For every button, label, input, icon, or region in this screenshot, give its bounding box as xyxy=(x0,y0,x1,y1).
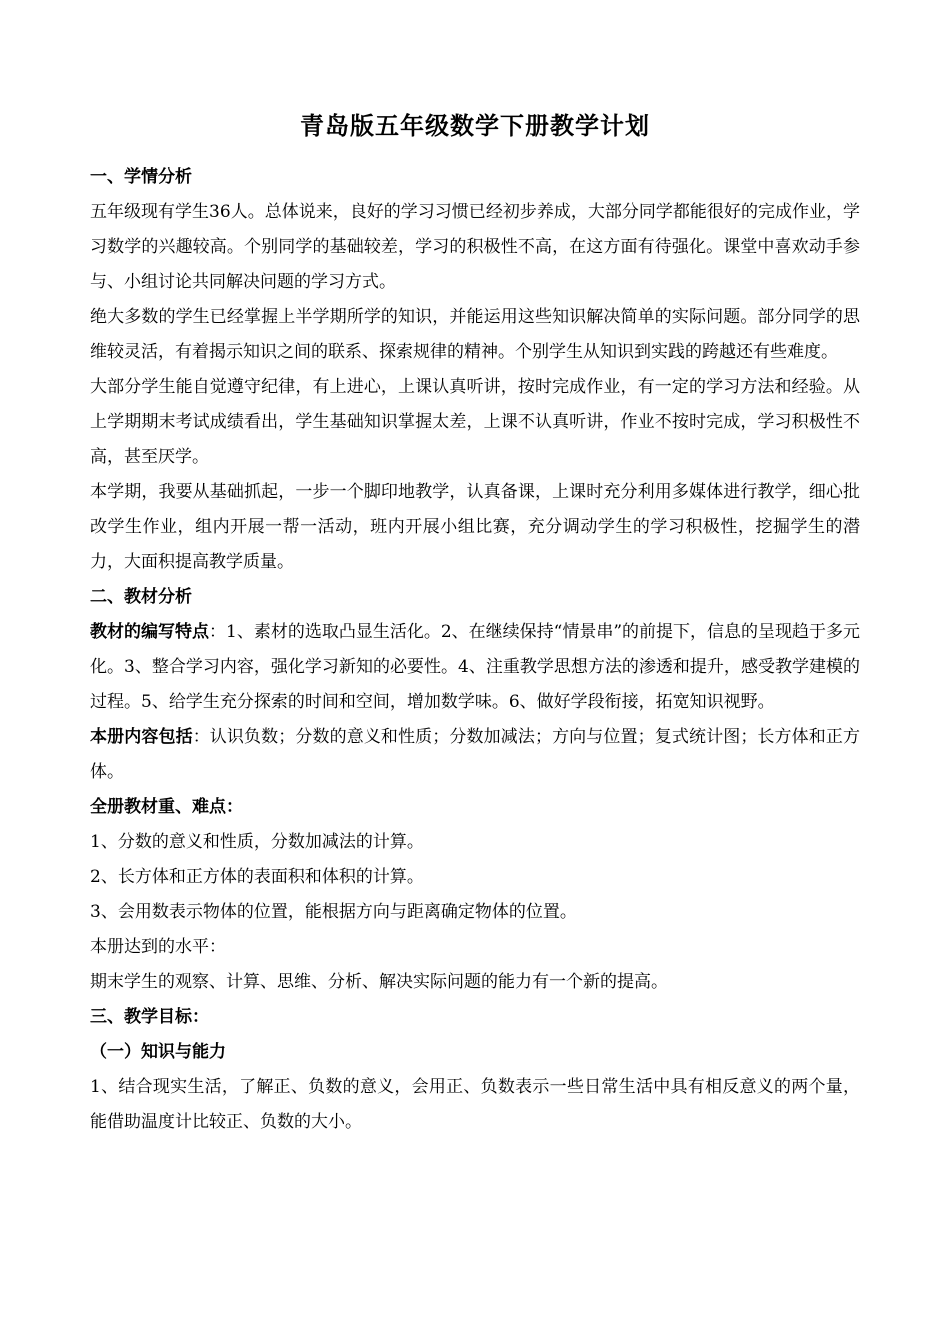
paragraph: 五年级现有学生36人。总体说来，良好的学习习惯已经初步养成，大部分同学都能很好的完成作业，学习数学的兴趣较高。个别同学的基础较差，学习的积极性不高，在这方面有待强化。课堂中喜欢动手参与、小组讨论共同解决问题的学习方式。 xyxy=(90,202,860,292)
key-point-item: 3、会用数表示物体的位置，能根据方向与距离确定物体的位置。 xyxy=(90,902,577,922)
contents-text: ：认识负数；分数的意义和性质；分数加减法；方向与位置；复式统计图；长方体和正方体。 xyxy=(90,727,861,782)
objective-item: 1、结合现实生活，了解正、负数的意义，会用正、负数表示一些日常生活中具有相反意义的两个量，能借助温度计比较正、负数的大小。 xyxy=(90,1077,860,1132)
features-text: ：1、素材的选取凸显生活化。2、在继续保持“情景串”的前提下，信息的呈现趋于多元化。3、整合学习内容，强化学习新知的必要性。4、注重教学思想方法的渗透和提升，感受教学建模的过程。5、给学生充分探索的时间和空间，增加数学味。6、做好学段衔接，拓宽知识视野。 xyxy=(90,622,861,712)
page-title: 青岛版五年级数学下册教学计划 xyxy=(300,112,650,140)
subsection-heading: （一）知识与能力 xyxy=(90,1042,226,1062)
key-point-item: 2、长方体和正方体的表面积和体积的计算。 xyxy=(90,867,424,887)
paragraph: 绝大多数的学生已经掌握上半学期所学的知识，并能运用这些知识解决简单的实际问题。部分同学的思维较灵活，有着揭示知识之间的联系、探索规律的精神。个别学生从知识到实践的跨越还有些难度。 xyxy=(90,307,860,362)
key-points-heading: 全册教材重、难点： xyxy=(90,797,243,817)
paragraph: 大部分学生能自觉遵守纪律，有上进心，上课认真听讲，按时完成作业，有一定的学习方法和经验。从上学期期末考试成绩看出，学生基础知识掌握太差，上课不认真听讲，作业不按时完成，学习积极性不高，甚至厌学。 xyxy=(90,377,860,467)
key-point-item: 1、分数的意义和性质，分数加减法的计算。 xyxy=(90,832,424,852)
contents-label: 本册内容包括 xyxy=(90,727,193,747)
document-page xyxy=(90,108,860,1140)
section-heading-3: 三、教学目标： xyxy=(90,1007,209,1027)
paragraph: 本学期，我要从基础抓起，一步一个脚印地教学，认真备课，上课时充分利用多媒体进行教学，细心批改学生作业，组内开展一帮一活动，班内开展小组比赛，充分调动学生的学习积极性，挖掘学生的潜力，大面积提高教学质量。 xyxy=(90,482,860,572)
level-text: 期末学生的观察、计算、思维、分析、解决实际问题的能力有一个新的提高。 xyxy=(90,972,668,992)
section-heading-2: 二、教材分析 xyxy=(90,587,192,607)
paragraph-features xyxy=(90,615,860,720)
features-label: 教材的编写特点 xyxy=(90,622,209,642)
paragraph-contents xyxy=(90,720,860,790)
section-heading-1: 一、学情分析 xyxy=(90,167,192,187)
level-label: 本册达到的水平： xyxy=(90,937,226,957)
